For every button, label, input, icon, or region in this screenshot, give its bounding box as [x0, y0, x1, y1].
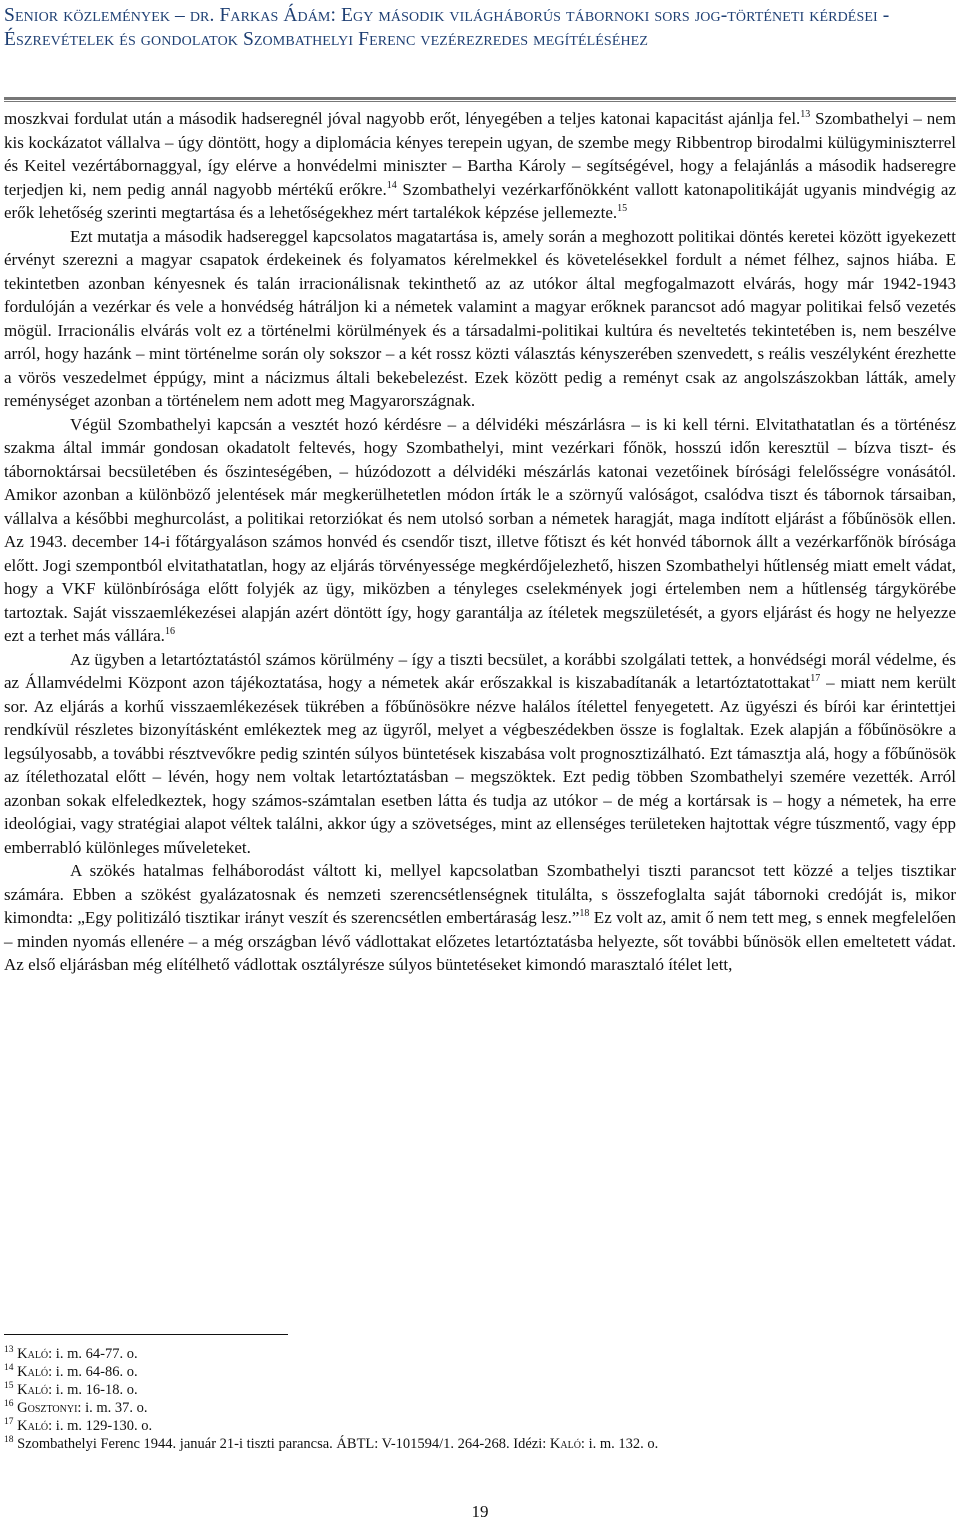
footnote-citation: : i. m. 37. o.: [77, 1400, 148, 1416]
footnote-number: 13: [4, 1345, 14, 1355]
footnote-number: 17: [4, 1417, 14, 1427]
footnote: [4, 1417, 956, 1435]
footnote-author: Kaló: [17, 1346, 49, 1362]
footnote-citation: : i. m. 132. o.: [580, 1436, 659, 1452]
footnote-author: Kaló: [17, 1418, 49, 1434]
footnote: [4, 1399, 956, 1417]
paragraph-text: Szombathelyi – nem kis kockázatot vállalva – úgy döntött, hogy a diplomácia kényes terepein ugyan, de szembe megy Ribbentrop birodalmi külügyminiszterrel és Keitel vezértábornaggyal, így elérve a honvédelmi miniszter – Bartha Károly – segítségével, hogy a felajánlás a második hadseregre terjedjen ki, nem pedig annál nagyobb mértékű erőkre.: [4, 109, 956, 199]
footnote-source: Szombathelyi Ferenc 1944. január 21-i tiszti parancsa. ÁBTL: V-101594/1. 264-268. Idézi:: [17, 1436, 550, 1452]
body-paragraph: [4, 648, 956, 860]
page-number: 19: [471, 1502, 489, 1521]
footnote-number: 15: [4, 1381, 14, 1391]
paragraph-text: Ez volt az, amit ő nem tett meg, s ennek megfelelően – minden nyomás ellenére – a még országban lévő vádlottakat előzetes letartóztatásba helyezte, sőt további bűnösök ellen emeltetett vádat. Az első eljárásban még elítélhető vádlottak osztályrésze súlyos büntetéseket kimondó marasztaló ítélet lett,: [4, 908, 957, 974]
header-rule: [4, 97, 956, 102]
footnote-citation: : i. m. 16-18. o.: [48, 1382, 138, 1398]
footnote-author: Kaló: [17, 1364, 49, 1380]
footnote-reference[interactable]: 18: [579, 908, 590, 919]
footnote-reference[interactable]: 13: [800, 109, 811, 120]
footnote-citation: : i. m. 64-77. o.: [48, 1346, 138, 1362]
footnote-reference[interactable]: 16: [164, 626, 175, 637]
footnote-author: Kaló: [549, 1436, 581, 1452]
footnote-author: Gosztonyi: [17, 1400, 78, 1416]
paragraph-text: A szökés hatalmas felháborodást váltott ki, mellyel kapcsolatban Szombathelyi tiszti parancsot tett közzé a teljes tisztikar számára. Ebben a szökést gyalázatosnak és nemzeti szerencsétlenségnek titulálta, s összefoglalta saját tábornoki credóját is, mikor kimondta: „Egy politizáló tisztikar irányt veszít és szerencsétlen embertáraság lesz.”: [4, 861, 956, 927]
body-text: [4, 107, 956, 977]
footnote-reference[interactable]: 14: [386, 179, 397, 191]
footnote-citation: : i. m. 64-86. o.: [48, 1364, 138, 1380]
body-paragraph: [4, 859, 956, 977]
paragraph-text: Az ügyben a letartóztatástól számos körülmény – így a tiszti becsület, a korábbi szolgálati tettek, a honvédségi morál védelme, és az Államvédelmi Központ azon tájékoztatása, hogy a németek akár erőszakkal is kiszabadítanák a letartóztatottakat: [4, 649, 956, 692]
paragraph-text: Végül Szombathelyi kapcsán a vesztét hozó kérdésre – a délvidéki mészárlásra – is ki kell térni. Elvitathatatlan és a történész szakma által immár gondosan okadatolt feltevés, hogy Szombathelyi, mint vezérkari főnök, hosszú időn keresztül – bízva tiszt- és tábornoktársai becsületében és őszinteségében, – húzódozott a délvidéki mészárlás katonai vezetőinek bírósági felelősségre vonásától. Amikor azonban a különböző jelentések már megkerülhetetlen módon írták le a szörnyű valóságot, csalódva tiszt és tábornok társaiban, vállalva a későbbi meghurcolást, a politikai retorziókat és nem utolsó sorban a németek haragját, maga indított eljárást a főbűnösök ellen. Az 1943. december 14-i főtárgyaláson számos honvéd és csendőr tiszt, illetve főtiszt és két honvéd tábornok állt a vezérkarfőnök bírósága előtt. Jogi szempontból elvitathatatlan, hogy az eljárás törvényessége megkérdőjelezhető, hiszen Szombathelyi hűtlenség miatt emelt vádat, hogy a VKF különbírósága előtt folyjék az ügy, miközben a tényleges cselekmények jogi értelemben nem a hűtlenség tárgykörébe tartoztak. Saját visszaemlékezései alapján azért döntött így, hogy garantálja az ítéletek megszületését, a gyors eljárást és hogy ne helyezze ezt a terhet más vállára.: [4, 414, 956, 645]
paragraph-text: Ezt mutatja a második hadsereggel kapcsolatos magatartása is, amely során a meghozott politikai döntés keretei között igyekezett érvényt szerezni a magyar csapatok érdekeinek és folyamatos kérelmekkel és követelésekkel fordult a német félhez, sajnos hiába. E tekintetben azonban kényesnek és talán irracionálisnak tekinthető az az utókor által megfogalmazott elvárás, hogy már 1942-1943 fordulóján a vezérkar és vele a honvédség hátráljon ki a németek valamint a magyar erőknek parancsot adó magyar politikai felső vezetés mögül. Irracionális elvárás volt ez a történelmi körülmények és a társadalmi-politikai kultúra és neveltetés tekintetében is, nem beszélve arról, hogy hazánk – mint történelme során oly sokszor – a két rossz közti választás kényszerében szenvedett, s reális veszélyként érezhette a vörös veszedelmet éppúgy, mint a nácizmus általi bekebelezést. Ezek között pedig a reményt csak az angolszászokban látták, amely reménységet azonban a történelem nem adott meg Magyarországnak.: [4, 226, 956, 410]
footnote-author: Kaló: [17, 1382, 49, 1398]
footnote: [4, 1345, 956, 1363]
footnote-rule: [4, 1334, 288, 1335]
paragraph-text: moszkvai fordulat után a második hadseregnél jóval nagyobb erőt, lényegében a teljes katonai kapacitást ajánlja fel.: [4, 109, 801, 128]
footnote-number: 16: [4, 1399, 14, 1409]
footnote-number: 18: [4, 1435, 14, 1445]
footnote-reference[interactable]: 17: [810, 673, 821, 684]
footnotes: [4, 1345, 956, 1453]
footnote: [4, 1435, 956, 1453]
footnote: [4, 1381, 956, 1399]
footnote: [4, 1363, 956, 1381]
paragraph-text: Szombathelyi vezérkarfőnökként vallott katonapolitikáját ugyanis mindvégig az erők lehetőség szerinti megtartása és a lehetőségekhez mért tartalékok képzése jellemezte.: [4, 179, 956, 222]
paragraph-text: – miatt nem került sor. Az eljárás a korhű visszaemlékezések tükrében a főbűnösökre nézve halálos ítélettel fenyegetett. Az ügyészi és bírói kar érintettjei rendkívül részletes bizonyításként emlékeztek meg az ügyről, melyet a végbeszédekben össze is foglaltak. Ezek alapján a főbűnösökre a legsúlyosabb, a további résztvevőkre pedig szintén súlyos büntetések kiszabása volt prognosztizálható. Ezt támasztja alá, hogy a főbűnösök az ítélethozatal előtt – lévén, hogy nem voltak letartóztatásban – megszöktek. Ezt pedig többen Szombathelyi szemére vezették. Arról azonban sokak elfeledkeztek, hogy számos-számtalan esetben látta és tudja az utókor – de még a kortársak is – hogy a németek, ha erre ideológiai, vagy stratégiai alapot véltek találni, akkor úgy a szövetséges, mint az ellenséges területeken hajtottak végre túszmentő, vagy épp emberrabló különleges műveleteket.: [4, 673, 957, 857]
body-paragraph: [4, 107, 956, 225]
footnote-reference[interactable]: 15: [617, 203, 628, 214]
running-header: Senior közlemények – dr. Farkas Ádám: Egy második világháborús tábornoki sors jog-történeti kérdései - Észrevételek és gondolatok Szombathelyi Ferenc vezérezredes megítéléséhez: [4, 5, 890, 50]
footnote-number: 14: [4, 1363, 14, 1373]
body-paragraph: [4, 413, 956, 648]
footnote-citation: : i. m. 129-130. o.: [48, 1418, 153, 1434]
body-paragraph: [4, 225, 956, 413]
